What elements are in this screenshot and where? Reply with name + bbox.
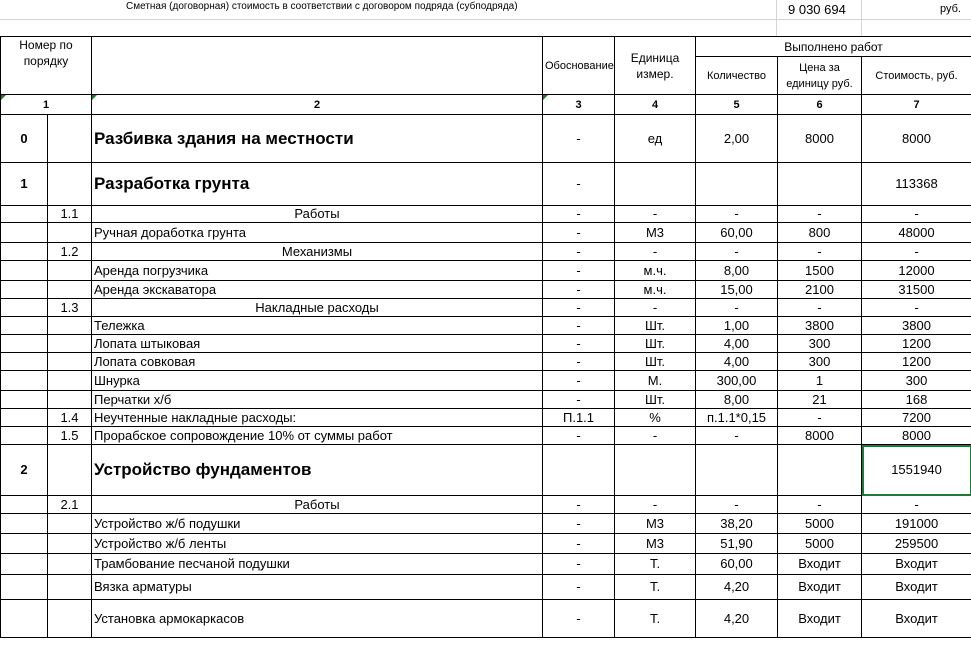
cell-name[interactable]: Разработка грунта xyxy=(92,163,543,206)
cell-cost[interactable]: 113368 xyxy=(862,163,971,206)
cell-cost[interactable]: - xyxy=(862,206,971,223)
cell-unit[interactable]: М3 xyxy=(615,534,696,554)
cell-no[interactable] xyxy=(1,496,48,514)
cell-cost[interactable]: 259500 xyxy=(862,534,971,554)
cell-name[interactable]: Механизмы xyxy=(92,243,543,261)
cell-cost[interactable]: Входит xyxy=(862,600,971,638)
cell-cost[interactable]: Входит xyxy=(862,554,971,575)
table-row xyxy=(1,445,971,496)
contract-cost-note: Сметная (договорная) стоимость в соответствии с договором подряда (субподряда) xyxy=(126,1,518,12)
cell-cost[interactable]: 48000 xyxy=(862,223,971,243)
cell-no[interactable] xyxy=(1,514,48,534)
cell-qty[interactable]: 2,00 xyxy=(696,115,778,163)
cell-price[interactable]: - xyxy=(778,206,862,223)
cell-name[interactable]: Лопата совковая xyxy=(92,353,543,371)
table-row xyxy=(1,163,971,206)
cell-price[interactable]: 1500 xyxy=(778,261,862,281)
cell-price[interactable]: - xyxy=(778,496,862,514)
cell-no[interactable] xyxy=(1,223,48,243)
cell-cost[interactable]: - xyxy=(862,299,971,317)
cell-no[interactable] xyxy=(1,299,48,317)
cell-unit[interactable]: М. xyxy=(615,371,696,391)
cell-qty[interactable]: - xyxy=(696,206,778,223)
cell-basis[interactable]: П.1.1 xyxy=(543,409,615,427)
cell-qty[interactable]: - xyxy=(696,427,778,445)
cell-sub[interactable]: 1.2 xyxy=(48,243,92,261)
cell-name[interactable]: Аренда экскаватора xyxy=(92,281,543,299)
cell-no[interactable] xyxy=(1,534,48,554)
header-name[interactable] xyxy=(92,37,543,95)
cell-qty[interactable] xyxy=(696,445,778,496)
table-row xyxy=(1,371,971,391)
cell-basis[interactable]: - xyxy=(543,317,615,335)
cell-unit[interactable]: Т. xyxy=(615,600,696,638)
cell-cost[interactable]: 1551940 xyxy=(862,445,971,496)
cell-basis[interactable]: - xyxy=(543,281,615,299)
cell-unit[interactable]: м.ч. xyxy=(615,261,696,281)
cell-no[interactable] xyxy=(1,600,48,638)
cell-cost[interactable]: Входит xyxy=(862,575,971,600)
cell-name[interactable]: Прорабское сопровождение 10% от суммы работ xyxy=(92,427,543,445)
cell-name[interactable]: Устройство ж/б подушки xyxy=(92,514,543,534)
cell-no[interactable] xyxy=(1,243,48,261)
cell-sub[interactable] xyxy=(48,514,92,534)
cell-no[interactable] xyxy=(1,391,48,409)
cell-price[interactable]: 8000 xyxy=(778,427,862,445)
cell-unit[interactable]: - xyxy=(615,206,696,223)
cell-no[interactable]: 1 xyxy=(1,163,48,206)
cell-no[interactable] xyxy=(1,554,48,575)
cell-name[interactable]: Лопата штыковая xyxy=(92,335,543,353)
grid-line xyxy=(776,0,777,36)
cell-unit[interactable]: м.ч. xyxy=(615,281,696,299)
cell-price[interactable]: 300 xyxy=(778,353,862,371)
table-row xyxy=(1,317,971,335)
cell-cost[interactable]: - xyxy=(862,243,971,261)
cell-sub[interactable] xyxy=(48,163,92,206)
cell-price[interactable]: 300 xyxy=(778,335,862,353)
cell-basis[interactable]: - xyxy=(543,353,615,371)
cell-qty[interactable]: 8,00 xyxy=(696,391,778,409)
cell-qty[interactable]: 4,00 xyxy=(696,353,778,371)
cell-cost[interactable]: 1200 xyxy=(862,335,971,353)
cell-sub[interactable] xyxy=(48,600,92,638)
cell-price[interactable]: 2100 xyxy=(778,281,862,299)
cell-price[interactable]: Входит xyxy=(778,575,862,600)
col-num-7[interactable]: 7 xyxy=(862,95,971,115)
cell-unit[interactable]: - xyxy=(615,243,696,261)
cell-basis[interactable]: - xyxy=(543,534,615,554)
cell-sub[interactable] xyxy=(48,554,92,575)
header-number[interactable]: Номер по порядку xyxy=(1,37,92,95)
cell-cost[interactable]: - xyxy=(862,496,971,514)
cell-name[interactable]: Устройство фундаментов xyxy=(92,445,543,496)
table-row xyxy=(1,409,971,427)
cell-qty[interactable] xyxy=(696,163,778,206)
cell-price[interactable]: 5000 xyxy=(778,534,862,554)
cell-qty[interactable]: - xyxy=(696,496,778,514)
cell-basis[interactable]: - xyxy=(543,163,615,206)
cell-qty[interactable]: 1,00 xyxy=(696,317,778,335)
cell-no[interactable] xyxy=(1,353,48,371)
table-row xyxy=(1,281,971,299)
header-qty[interactable]: Количество xyxy=(696,57,778,95)
cell-sub[interactable] xyxy=(48,335,92,353)
cell-sub[interactable] xyxy=(48,281,92,299)
col-num-1[interactable]: 1 xyxy=(1,95,92,115)
cell-basis[interactable]: - xyxy=(543,600,615,638)
cell-unit[interactable] xyxy=(615,445,696,496)
cell-qty[interactable]: 15,00 xyxy=(696,281,778,299)
cell-basis[interactable]: - xyxy=(543,299,615,317)
cell-no[interactable]: 0 xyxy=(1,115,48,163)
cell-qty[interactable]: 60,00 xyxy=(696,554,778,575)
cell-sub[interactable]: 1.3 xyxy=(48,299,92,317)
table-row xyxy=(1,353,971,371)
cell-sub[interactable] xyxy=(48,223,92,243)
cell-basis[interactable]: - xyxy=(543,261,615,281)
cell-basis[interactable]: - xyxy=(543,554,615,575)
cell-basis[interactable]: - xyxy=(543,514,615,534)
cell-unit[interactable]: Т. xyxy=(615,554,696,575)
cell-name[interactable]: Тележка xyxy=(92,317,543,335)
table-row xyxy=(1,427,971,445)
cell-no[interactable] xyxy=(1,371,48,391)
cell-basis[interactable]: - xyxy=(543,223,615,243)
cell-price[interactable]: 3800 xyxy=(778,317,862,335)
cell-qty[interactable]: 38,20 xyxy=(696,514,778,534)
table-row xyxy=(1,514,971,534)
cell-unit[interactable]: % xyxy=(615,409,696,427)
cell-name[interactable]: Разбивка здания на местности xyxy=(92,115,543,163)
cell-price[interactable]: 21 xyxy=(778,391,862,409)
cell-cost[interactable]: 8000 xyxy=(862,427,971,445)
cell-name[interactable]: Вязка арматуры xyxy=(92,575,543,600)
cell-sub[interactable] xyxy=(48,534,92,554)
cell-unit[interactable]: Т. xyxy=(615,575,696,600)
cell-name[interactable]: Накладные расходы xyxy=(92,299,543,317)
cell-sub[interactable] xyxy=(48,371,92,391)
col-num-3[interactable]: 3 xyxy=(543,95,615,115)
cell-price[interactable]: Входит xyxy=(778,554,862,575)
cell-basis[interactable]: - xyxy=(543,496,615,514)
cell-cost[interactable]: 7200 xyxy=(862,409,971,427)
cell-price[interactable]: - xyxy=(778,243,862,261)
cell-sub[interactable] xyxy=(48,353,92,371)
table-row xyxy=(1,335,971,353)
cell-price[interactable] xyxy=(778,445,862,496)
contract-total[interactable]: 9 030 694 xyxy=(788,2,846,17)
cell-sub[interactable] xyxy=(48,575,92,600)
cell-no[interactable] xyxy=(1,281,48,299)
cell-unit[interactable]: Шт. xyxy=(615,353,696,371)
cell-cost[interactable]: 3800 xyxy=(862,317,971,335)
cell-price[interactable] xyxy=(778,163,862,206)
cell-name[interactable]: Неучтенные накладные расходы: xyxy=(92,409,543,427)
estimate-table xyxy=(0,36,971,638)
table-row xyxy=(1,206,971,223)
cell-sub[interactable]: 1.5 xyxy=(48,427,92,445)
cell-qty[interactable]: 4,20 xyxy=(696,600,778,638)
table-row xyxy=(1,575,971,600)
cell-basis[interactable]: - xyxy=(543,575,615,600)
header-cost[interactable]: Стоимость, руб. xyxy=(862,57,971,95)
header-price[interactable]: Цена за единицу руб. xyxy=(778,57,862,95)
cell-qty[interactable]: - xyxy=(696,243,778,261)
cell-no[interactable] xyxy=(1,575,48,600)
cell-qty[interactable]: 8,00 xyxy=(696,261,778,281)
cell-unit[interactable]: Шт. xyxy=(615,391,696,409)
cell-basis[interactable]: - xyxy=(543,371,615,391)
table-row xyxy=(1,554,971,575)
table-row xyxy=(1,115,971,163)
cell-qty[interactable]: 300,00 xyxy=(696,371,778,391)
cell-qty[interactable]: п.1.1*0,15 xyxy=(696,409,778,427)
cell-sub[interactable] xyxy=(48,317,92,335)
cell-qty[interactable]: - xyxy=(696,299,778,317)
cell-price[interactable]: 5000 xyxy=(778,514,862,534)
cell-qty[interactable]: 4,20 xyxy=(696,575,778,600)
col-num-6[interactable]: 6 xyxy=(778,95,862,115)
cell-cost[interactable]: 168 xyxy=(862,391,971,409)
cell-no[interactable] xyxy=(1,261,48,281)
cell-price[interactable]: 800 xyxy=(778,223,862,243)
cell-price[interactable]: Входит xyxy=(778,600,862,638)
cell-basis[interactable]: - xyxy=(543,427,615,445)
cell-sub[interactable] xyxy=(48,115,92,163)
cell-unit[interactable]: - xyxy=(615,427,696,445)
currency-label: руб. xyxy=(940,3,961,15)
cell-name[interactable]: Шнурка xyxy=(92,371,543,391)
cell-unit[interactable]: Шт. xyxy=(615,335,696,353)
cell-basis[interactable]: - xyxy=(543,115,615,163)
cell-unit[interactable]: ед xyxy=(615,115,696,163)
cell-cost[interactable]: 191000 xyxy=(862,514,971,534)
cell-price[interactable]: - xyxy=(778,299,862,317)
table-row xyxy=(1,299,971,317)
header-basis[interactable]: Обоснование xyxy=(543,37,615,95)
cell-basis[interactable]: - xyxy=(543,391,615,409)
cell-unit[interactable]: - xyxy=(615,299,696,317)
cell-unit[interactable] xyxy=(615,163,696,206)
cell-no[interactable] xyxy=(1,409,48,427)
cell-unit[interactable]: Шт. xyxy=(615,317,696,335)
cell-unit[interactable]: - xyxy=(615,496,696,514)
cell-price[interactable]: 8000 xyxy=(778,115,862,163)
cell-no[interactable] xyxy=(1,427,48,445)
cell-cost[interactable]: 31500 xyxy=(862,281,971,299)
cell-sub[interactable] xyxy=(48,391,92,409)
cell-qty[interactable]: 51,90 xyxy=(696,534,778,554)
cell-no[interactable]: 2 xyxy=(1,445,48,496)
cell-qty[interactable]: 4,00 xyxy=(696,335,778,353)
cell-no[interactable] xyxy=(1,206,48,223)
col-num-4[interactable]: 4 xyxy=(615,95,696,115)
cell-cost[interactable]: 12000 xyxy=(862,261,971,281)
cell-basis[interactable]: - xyxy=(543,243,615,261)
cell-price[interactable]: - xyxy=(778,409,862,427)
header-unit[interactable]: Единица измер. xyxy=(615,37,696,95)
cell-price[interactable]: 1 xyxy=(778,371,862,391)
table-row xyxy=(1,496,971,514)
table-row xyxy=(1,261,971,281)
cell-sub[interactable]: 1.1 xyxy=(48,206,92,223)
cell-sub[interactable]: 1.4 xyxy=(48,409,92,427)
cell-no[interactable] xyxy=(1,335,48,353)
cell-sub[interactable] xyxy=(48,261,92,281)
cell-basis[interactable] xyxy=(543,445,615,496)
cell-unit[interactable]: М3 xyxy=(615,514,696,534)
cell-name[interactable]: Работы xyxy=(92,496,543,514)
grid-line xyxy=(0,19,971,20)
cell-name[interactable]: Установка армокаркасов xyxy=(92,600,543,638)
cell-sub[interactable]: 2.1 xyxy=(48,496,92,514)
cell-name[interactable]: Трамбование песчаной подушки xyxy=(92,554,543,575)
header-done[interactable]: Выполнено работ xyxy=(696,37,971,57)
cell-no[interactable] xyxy=(1,317,48,335)
cell-basis[interactable]: - xyxy=(543,335,615,353)
cell-name[interactable]: Устройство ж/б ленты xyxy=(92,534,543,554)
cell-unit[interactable]: М3 xyxy=(615,223,696,243)
col-num-5[interactable]: 5 xyxy=(696,95,778,115)
table-row xyxy=(1,534,971,554)
header-band xyxy=(0,0,971,36)
cell-cost[interactable]: 1200 xyxy=(862,353,971,371)
grid-line xyxy=(861,0,862,36)
cell-sub[interactable] xyxy=(48,445,92,496)
table-row xyxy=(1,600,971,638)
cell-cost[interactable]: 300 xyxy=(862,371,971,391)
cell-basis[interactable]: - xyxy=(543,206,615,223)
table-row xyxy=(1,391,971,409)
cell-cost[interactable]: 8000 xyxy=(862,115,971,163)
cell-name[interactable]: Ручная доработка грунта xyxy=(92,223,543,243)
cell-name[interactable]: Работы xyxy=(92,206,543,223)
table-row xyxy=(1,223,971,243)
cell-name[interactable]: Перчатки х/б xyxy=(92,391,543,409)
cell-qty[interactable]: 60,00 xyxy=(696,223,778,243)
col-num-2[interactable]: 2 xyxy=(92,95,543,115)
table-row xyxy=(1,243,971,261)
cell-name[interactable]: Аренда погрузчика xyxy=(92,261,543,281)
